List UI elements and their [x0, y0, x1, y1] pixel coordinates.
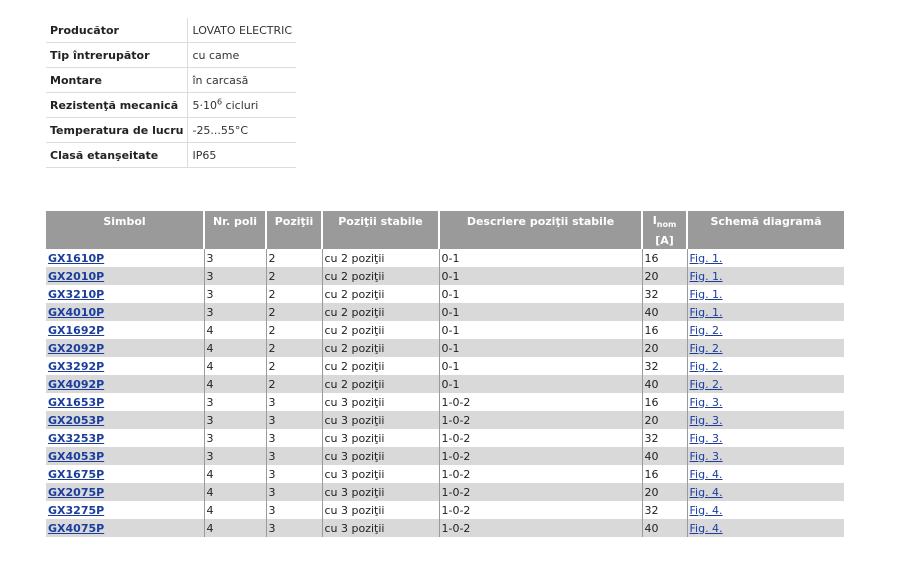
cell-descriere: 1-0-2 — [439, 447, 642, 465]
table-row — [46, 285, 844, 303]
symbol-cell — [46, 429, 204, 447]
cell-descriere: 0-1 — [439, 249, 642, 267]
cell-descriere: 1-0-2 — [439, 501, 642, 519]
cell-pozitii-stabile: cu 2 poziţii — [322, 321, 439, 339]
symbol-link[interactable]: GX1653P — [48, 395, 105, 409]
cell-pozitii: 2 — [266, 339, 322, 357]
cell-pozitii: 3 — [266, 465, 322, 483]
symbol-link[interactable]: GX2092P — [48, 341, 105, 355]
table-row — [46, 411, 844, 429]
table-row — [46, 393, 844, 411]
cell-descriere: 0-1 — [439, 267, 642, 285]
cell-nr-poli: 3 — [204, 249, 266, 267]
products-body — [46, 249, 844, 537]
cell-descriere: 1-0-2 — [439, 429, 642, 447]
cell-pozitii: 3 — [266, 519, 322, 537]
figure-link[interactable]: Fig. 2. — [689, 377, 723, 391]
figure-cell — [687, 447, 844, 465]
cell-pozitii-stabile: cu 3 poziţii — [322, 393, 439, 411]
cell-nr-poli: 3 — [204, 285, 266, 303]
cell-pozitii: 3 — [266, 447, 322, 465]
cell-pozitii: 2 — [266, 249, 322, 267]
figure-cell — [687, 339, 844, 357]
symbol-link[interactable]: GX3210P — [48, 287, 105, 301]
symbol-link[interactable]: GX2053P — [48, 413, 105, 427]
spec-row-montare — [46, 68, 296, 93]
figure-link[interactable]: Fig. 4. — [689, 467, 723, 481]
unit-cell — [322, 232, 439, 249]
figure-link[interactable]: Fig. 3. — [689, 449, 723, 463]
table-row — [46, 267, 844, 285]
spec-value: 5·10 — [192, 98, 217, 112]
spec-row-tip — [46, 43, 296, 68]
spec-key: Producător — [46, 18, 188, 43]
figure-cell — [687, 393, 844, 411]
cell-nr-poli: 3 — [204, 393, 266, 411]
figure-link[interactable]: Fig. 4. — [689, 503, 723, 517]
figure-link[interactable]: Fig. 1. — [689, 269, 723, 283]
col-inom-sub: nom — [656, 220, 677, 229]
products-table — [46, 211, 844, 537]
cell-nr-poli: 4 — [204, 357, 266, 375]
cell-pozitii: 2 — [266, 303, 322, 321]
symbol-cell — [46, 501, 204, 519]
spec-body — [46, 18, 296, 168]
cell-pozitii: 2 — [266, 285, 322, 303]
cell-descriere: 1-0-2 — [439, 411, 642, 429]
cell-inom: 20 — [642, 267, 687, 285]
spec-value-exponent: 6 — [216, 96, 223, 106]
cell-pozitii-stabile: cu 2 poziţii — [322, 357, 439, 375]
spec-value: -25...55°C — [188, 118, 296, 143]
figure-link[interactable]: Fig. 3. — [689, 395, 723, 409]
symbol-cell — [46, 465, 204, 483]
cell-inom: 20 — [642, 483, 687, 501]
figure-link[interactable]: Fig. 3. — [689, 431, 723, 445]
figure-link[interactable]: Fig. 2. — [689, 359, 723, 373]
cell-inom: 32 — [642, 357, 687, 375]
cell-inom: 20 — [642, 339, 687, 357]
col-nr-poli: Nr. poli — [204, 211, 266, 232]
symbol-link[interactable]: GX1675P — [48, 467, 105, 481]
cell-nr-poli: 4 — [204, 519, 266, 537]
cell-nr-poli: 3 — [204, 447, 266, 465]
table-row — [46, 519, 844, 537]
spec-row-rezistenta — [46, 93, 296, 118]
spec-table — [46, 18, 296, 168]
header-row — [46, 211, 844, 232]
figure-link[interactable]: Fig. 4. — [689, 485, 723, 499]
cell-nr-poli: 3 — [204, 267, 266, 285]
symbol-link[interactable]: GX3253P — [48, 431, 105, 445]
cell-pozitii-stabile: cu 3 poziţii — [322, 465, 439, 483]
cell-nr-poli: 3 — [204, 429, 266, 447]
unit-cell — [687, 232, 844, 249]
spec-key: Clasă etanşeitate — [46, 143, 188, 168]
spec-value-unit: cicluri — [222, 98, 259, 112]
table-row — [46, 429, 844, 447]
spec-value: cu came — [188, 43, 296, 68]
figure-cell — [687, 375, 844, 393]
cell-inom: 32 — [642, 501, 687, 519]
cell-inom: 20 — [642, 411, 687, 429]
symbol-link[interactable]: GX2075P — [48, 485, 105, 499]
cell-nr-poli: 4 — [204, 501, 266, 519]
table-row — [46, 447, 844, 465]
spec-key: Montare — [46, 68, 188, 93]
cell-inom: 16 — [642, 321, 687, 339]
table-row — [46, 501, 844, 519]
symbol-cell — [46, 339, 204, 357]
figure-cell — [687, 465, 844, 483]
cell-pozitii: 3 — [266, 501, 322, 519]
cell-pozitii-stabile: cu 3 poziţii — [322, 483, 439, 501]
cell-nr-poli: 4 — [204, 321, 266, 339]
cell-inom: 40 — [642, 303, 687, 321]
cell-pozitii-stabile: cu 2 poziţii — [322, 339, 439, 357]
table-row — [46, 483, 844, 501]
cell-pozitii-stabile: cu 2 poziţii — [322, 249, 439, 267]
cell-pozitii: 2 — [266, 267, 322, 285]
cell-pozitii: 2 — [266, 375, 322, 393]
symbol-cell — [46, 519, 204, 537]
symbol-cell — [46, 249, 204, 267]
col-schema: Schemă diagramă — [687, 211, 844, 232]
cell-pozitii-stabile: cu 3 poziţii — [322, 519, 439, 537]
symbol-link[interactable]: GX3292P — [48, 359, 105, 373]
cell-descriere: 1-0-2 — [439, 483, 642, 501]
symbol-cell — [46, 411, 204, 429]
cell-nr-poli: 4 — [204, 339, 266, 357]
table-row — [46, 357, 844, 375]
cell-pozitii: 3 — [266, 393, 322, 411]
cell-inom: 16 — [642, 393, 687, 411]
cell-descriere: 1-0-2 — [439, 519, 642, 537]
figure-link[interactable]: Fig. 1. — [689, 305, 723, 319]
symbol-link[interactable]: GX4075P — [48, 521, 105, 535]
symbol-link[interactable]: GX1692P — [48, 323, 105, 337]
cell-descriere: 1-0-2 — [439, 465, 642, 483]
symbol-link[interactable]: GX4053P — [48, 449, 105, 463]
cell-inom: 40 — [642, 447, 687, 465]
cell-descriere: 0-1 — [439, 285, 642, 303]
cell-pozitii-stabile: cu 3 poziţii — [322, 501, 439, 519]
cell-pozitii-stabile: cu 3 poziţii — [322, 411, 439, 429]
figure-cell — [687, 285, 844, 303]
col-inom-main: I — [652, 214, 657, 227]
cell-pozitii: 3 — [266, 411, 322, 429]
cell-descriere: 0-1 — [439, 303, 642, 321]
unit-cell — [439, 232, 642, 249]
table-row — [46, 303, 844, 321]
cell-pozitii-stabile: cu 2 poziţii — [322, 285, 439, 303]
figure-link[interactable]: Fig. 1. — [689, 251, 723, 265]
figure-cell — [687, 411, 844, 429]
spec-key: Tip întrerupător — [46, 43, 188, 68]
symbol-link[interactable]: GX2010P — [48, 269, 105, 283]
figure-cell — [687, 519, 844, 537]
figure-link[interactable]: Fig. 2. — [689, 341, 723, 355]
cell-nr-poli: 3 — [204, 303, 266, 321]
figure-cell — [687, 267, 844, 285]
cell-pozitii: 2 — [266, 357, 322, 375]
col-simbol: Simbol — [46, 211, 204, 232]
figure-cell — [687, 483, 844, 501]
figure-link[interactable]: Fig. 4. — [689, 521, 723, 535]
figure-cell — [687, 429, 844, 447]
unit-cell — [266, 232, 322, 249]
symbol-cell — [46, 321, 204, 339]
cell-pozitii-stabile: cu 2 poziţii — [322, 267, 439, 285]
table-row — [46, 465, 844, 483]
cell-inom: 40 — [642, 519, 687, 537]
spec-value: în carcasă — [188, 68, 296, 93]
cell-pozitii-stabile: cu 2 poziţii — [322, 375, 439, 393]
cell-descriere: 0-1 — [439, 375, 642, 393]
table-row — [46, 339, 844, 357]
unit-row — [46, 232, 844, 249]
cell-pozitii-stabile: cu 3 poziţii — [322, 429, 439, 447]
cell-inom: 16 — [642, 249, 687, 267]
cell-nr-poli: 4 — [204, 483, 266, 501]
spec-row-temperatura — [46, 118, 296, 143]
spec-key: Rezistenţă mecanică — [46, 93, 188, 118]
cell-descriere: 1-0-2 — [439, 393, 642, 411]
cell-pozitii: 3 — [266, 483, 322, 501]
cell-inom: 40 — [642, 375, 687, 393]
table-row — [46, 249, 844, 267]
col-descriere: Descriere poziţii stabile — [439, 211, 642, 232]
symbol-cell — [46, 267, 204, 285]
unit-inom: [A] — [642, 232, 687, 249]
symbol-cell — [46, 483, 204, 501]
cell-pozitii: 3 — [266, 429, 322, 447]
figure-cell — [687, 501, 844, 519]
cell-nr-poli: 4 — [204, 375, 266, 393]
symbol-cell — [46, 375, 204, 393]
figure-cell — [687, 321, 844, 339]
cell-descriere: 0-1 — [439, 321, 642, 339]
figure-cell — [687, 303, 844, 321]
figure-link[interactable]: Fig. 1. — [689, 287, 723, 301]
symbol-cell — [46, 447, 204, 465]
spec-value: LOVATO ELECTRIC — [188, 18, 296, 43]
cell-inom: 16 — [642, 465, 687, 483]
figure-link[interactable]: Fig. 2. — [689, 323, 723, 337]
symbol-cell — [46, 285, 204, 303]
spec-row-producator — [46, 18, 296, 43]
symbol-link[interactable]: GX1610P — [48, 251, 105, 265]
spec-key: Temperatura de lucru — [46, 118, 188, 143]
col-pozitii-stabile: Poziţii stabile — [322, 211, 439, 232]
spec-value-wrap — [188, 93, 296, 118]
figure-link[interactable]: Fig. 3. — [689, 413, 723, 427]
cell-descriere: 0-1 — [439, 339, 642, 357]
symbol-link[interactable]: GX4092P — [48, 377, 105, 391]
col-inom — [642, 211, 687, 232]
col-pozitii: Poziţii — [266, 211, 322, 232]
symbol-cell — [46, 303, 204, 321]
symbol-link[interactable]: GX3275P — [48, 503, 105, 517]
symbol-cell — [46, 393, 204, 411]
symbol-cell — [46, 357, 204, 375]
spec-row-clasa — [46, 143, 296, 168]
cell-inom: 32 — [642, 429, 687, 447]
table-row — [46, 321, 844, 339]
cell-pozitii: 2 — [266, 321, 322, 339]
cell-descriere: 0-1 — [439, 357, 642, 375]
cell-inom: 32 — [642, 285, 687, 303]
products-header — [46, 211, 844, 249]
table-row — [46, 375, 844, 393]
figure-cell — [687, 357, 844, 375]
cell-pozitii-stabile: cu 2 poziţii — [322, 303, 439, 321]
symbol-link[interactable]: GX4010P — [48, 305, 105, 319]
spec-value: IP65 — [188, 143, 296, 168]
cell-nr-poli: 4 — [204, 465, 266, 483]
unit-cell — [46, 232, 204, 249]
unit-cell — [204, 232, 266, 249]
figure-cell — [687, 249, 844, 267]
cell-nr-poli: 3 — [204, 411, 266, 429]
cell-pozitii-stabile: cu 3 poziţii — [322, 447, 439, 465]
